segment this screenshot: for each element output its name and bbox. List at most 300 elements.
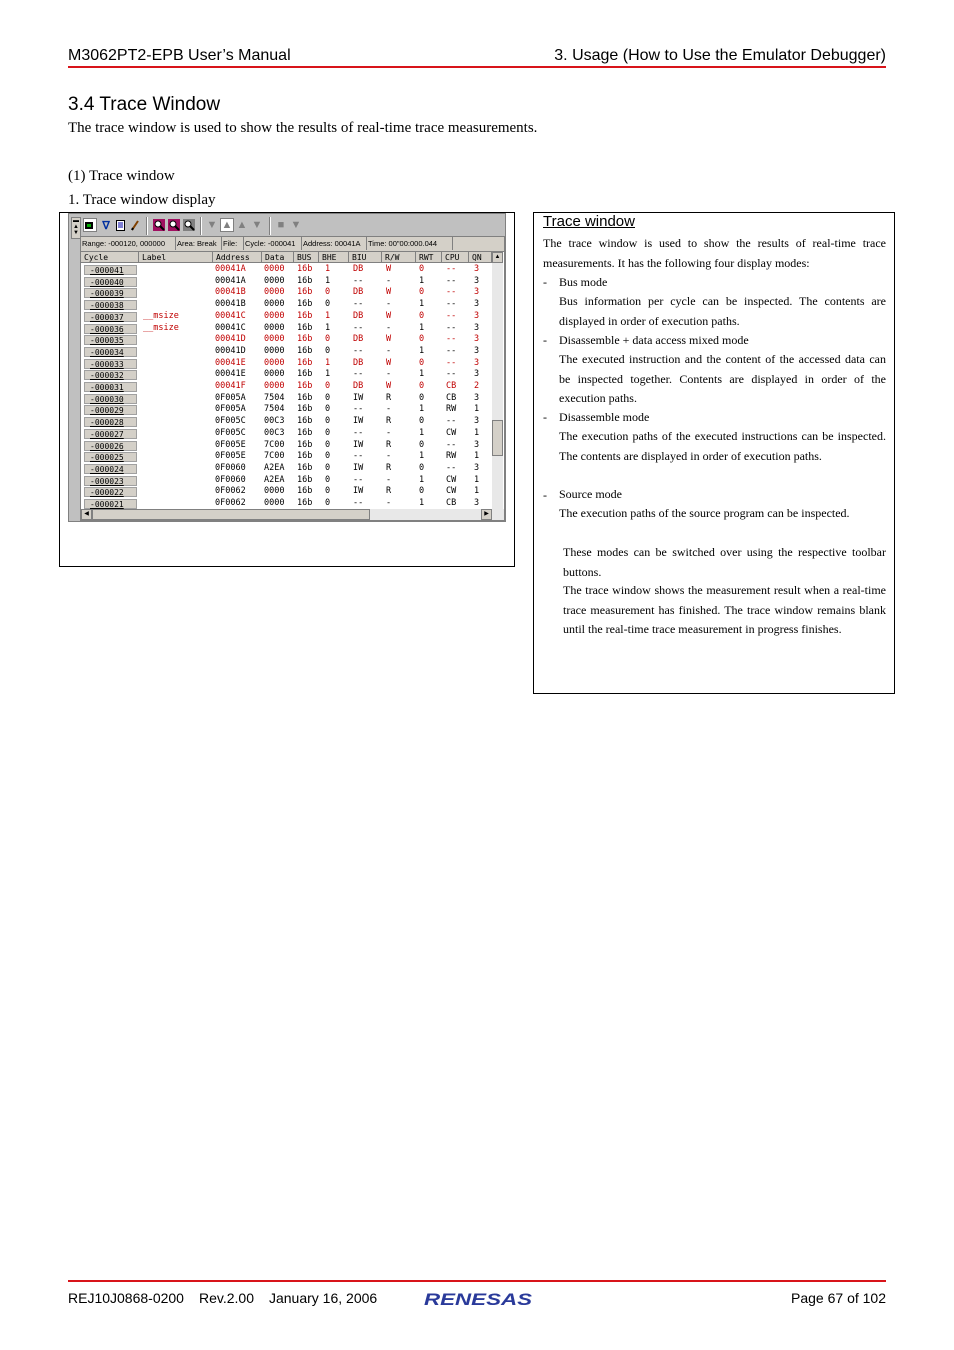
cell-bhe: 1 [325,264,331,274]
renesas-logo [422,1288,534,1310]
cell-rwt: 0 [419,462,425,473]
cell-address: 00041D [215,334,246,345]
cell-rw: - [386,451,392,462]
cell-biu: IW [353,392,364,403]
mode-description: Bus information per cycle can be inspected. The contents are displayed in order of execution paths. [559,294,886,328]
cell-data: 0000 [264,287,285,298]
status-range: Range: -000120, 000000 [81,237,176,250]
trace-row[interactable] [81,416,492,428]
cell-bus: 16b [297,392,313,403]
cell-bhe: 0 [325,404,331,415]
renesas-logo-text: RENESAS [424,1290,533,1309]
cell-rwt: 1 [419,299,425,310]
cell-address: 0F005E [215,451,246,462]
source-mode-icon[interactable] [128,218,142,232]
bullet-marker: - [543,333,547,347]
cell-rw: W [386,357,392,368]
cell-bus: 16b [297,357,313,368]
cell-cycle[interactable]: -000022 [84,487,137,497]
cell-label: __msize [143,322,179,333]
cell-biu: IW [353,462,364,473]
cell-bus: 16b [297,264,313,274]
cell-qn: 3 [474,310,480,321]
cell-cycle[interactable]: -000037 [84,312,137,322]
cell-rwt: 0 [419,416,425,427]
cell-data: 0000 [264,264,285,274]
cell-rwt: 0 [419,334,425,345]
side-box-title: Trace window [543,213,635,230]
cell-address: 0F0062 [215,486,246,497]
toolbar-grip[interactable]: ▬ ▲ ▼ [71,217,81,239]
cell-rwt: 0 [419,357,425,368]
mode-switch-note: These modes can be switched over using the respective toolbar buttons. [563,545,886,579]
cell-data: 7504 [264,404,285,415]
column-header-row [81,252,492,263]
cell-address: 0F005C [215,416,246,427]
cell-rw: - [386,427,392,438]
trace-row[interactable] [81,475,492,487]
column-header[interactable]: BHE [319,252,349,263]
cell-cycle[interactable]: -000031 [84,382,137,392]
toolbar-separator [200,217,202,235]
cell-bhe: 0 [325,334,331,345]
cell-bhe: 0 [325,474,331,485]
cell-qn: 3 [474,439,480,450]
cell-cycle[interactable]: -000033 [84,359,137,369]
cell-biu: DB [353,287,364,298]
cell-bus: 16b [297,439,313,450]
column-header[interactable]: Cycle [81,252,139,263]
cell-address: 00041E [215,357,246,368]
cell-cycle[interactable]: -000023 [84,476,137,486]
arrow-bottom-icon[interactable]: ▼ [251,219,263,231]
footer-page-number: Page 67 of 102 [791,1290,886,1306]
trace-row[interactable] [81,486,492,498]
cell-biu: -- [353,404,364,415]
cell-biu: -- [353,369,364,380]
cell-data: A2EA [264,462,285,473]
section-title: 3.4 Trace Window [68,94,221,115]
cell-bus: 16b [297,474,313,485]
cell-cpu: -- [446,462,457,473]
footer-revision: Rev.2.00 [198,1290,254,1306]
cell-qn: 3 [474,498,480,508]
vertical-scrollbar[interactable] [492,252,503,509]
status-file: File: [222,237,244,250]
cell-biu: -- [353,322,364,333]
cell-rw: R [386,416,392,427]
cell-qn: 3 [474,462,480,473]
trace-row[interactable] [81,346,492,358]
cell-rwt: 1 [419,345,425,356]
cell-cycle[interactable]: -000039 [84,288,137,298]
side-box-description: The trace window is used to show the results of real-time trace measurements. It has the following four display modes: [543,236,886,270]
cell-biu: -- [353,275,364,286]
column-header[interactable]: BIU [349,252,382,263]
cell-cpu: RW [446,404,457,415]
cell-address: 0F005E [215,439,246,450]
search-prev-icon[interactable] [182,218,196,232]
trace-status-bar [81,237,504,252]
cell-bus: 16b [297,345,313,356]
cell-rwt: 1 [419,275,425,286]
cell-qn: 3 [474,334,480,345]
cell-biu: -- [353,345,364,356]
cell-bhe: 0 [325,416,331,427]
cell-cpu: RW [446,451,457,462]
disassemble-icon[interactable] [113,218,127,232]
cell-cycle[interactable]: -000038 [84,300,137,310]
footer-date: January 16, 2006 [268,1290,378,1306]
bus-mode-icon[interactable] [83,218,97,232]
trace-row[interactable] [81,299,492,311]
cell-address: 00041B [215,299,246,310]
cell-bus: 16b [297,381,313,391]
cell-rw: R [386,462,392,473]
mode-name: Disassemble + data access mixed mode [559,333,749,347]
trace-row[interactable] [81,404,492,416]
cell-rw: R [386,392,392,403]
subsection-heading: (1) Trace window [68,168,175,184]
cell-qn: 1 [474,427,480,438]
arrow-down-icon[interactable]: ▼ [206,219,218,231]
mode-description: The execution paths of the executed instructions can be inspected. The contents are displayed in order of execution paths. [559,429,886,463]
cell-address: 00041A [215,275,246,286]
trace-row[interactable] [81,428,492,440]
cell-bhe: 0 [325,486,331,497]
cell-cpu: CB [446,381,457,391]
cell-cpu: -- [446,299,457,310]
cell-bhe: 0 [325,299,331,310]
cell-cpu: CB [446,392,457,403]
cell-data: 00C3 [264,416,285,427]
cell-qn: 1 [474,451,480,462]
cell-rwt: 1 [419,369,425,380]
cell-bhe: 0 [325,381,331,391]
cell-bhe: 0 [325,498,331,508]
cell-cpu: -- [446,275,457,286]
cell-cpu: -- [446,439,457,450]
mode-name: Disassemble mode [559,410,650,424]
trace-row[interactable] [81,498,492,510]
cell-biu: -- [353,474,364,485]
cell-rw: - [386,498,392,508]
cell-rw: - [386,369,392,380]
cell-data: 0000 [264,345,285,356]
scroll-up-icon[interactable]: ▲ [492,252,503,263]
cell-bhe: 1 [325,310,331,321]
cell-data: 0000 [264,310,285,321]
cell-rw: W [386,334,392,345]
column-header[interactable]: RWT [416,252,442,263]
column-header[interactable]: Label [139,252,213,263]
cell-data: 0000 [264,381,285,391]
cell-address: 0F0062 [215,498,246,508]
cell-qn: 1 [474,486,480,497]
cell-rw: W [386,310,392,321]
cell-biu: IW [353,486,364,497]
trace-row[interactable] [81,463,492,475]
cell-cpu: -- [446,416,457,427]
scroll-left-icon[interactable]: ◀ [81,509,92,520]
trace-row[interactable] [81,358,492,370]
cell-qn: 3 [474,345,480,356]
trace-window [68,213,506,522]
cell-cpu: -- [446,369,457,380]
chevron-down-icon[interactable]: ▼ [290,219,302,231]
subsection-subheading: 1. Trace window display [68,192,216,208]
cell-address: 0F005A [215,392,246,403]
cell-qn: 3 [474,369,480,380]
cell-bus: 16b [297,498,313,508]
trace-row[interactable] [81,451,492,463]
cell-cpu: CW [446,486,457,497]
cell-cpu: -- [446,310,457,321]
cell-biu: -- [353,498,364,508]
trace-row[interactable] [81,381,492,393]
cell-address: 00041E [215,369,246,380]
cell-bhe: 0 [325,287,331,298]
cell-label: __msize [143,310,179,321]
cell-address: 0F005A [215,404,246,415]
cell-rwt: 1 [419,498,425,508]
trace-row[interactable] [81,334,492,346]
trace-window-description-box [533,212,895,694]
cell-rw: - [386,299,392,310]
cell-biu: -- [353,451,364,462]
cell-address: 00041D [215,345,246,356]
cell-address: 00041C [215,310,246,321]
cell-rwt: 1 [419,322,425,333]
scroll-right-icon[interactable]: ▶ [481,509,492,520]
cell-cycle[interactable]: -000028 [84,417,137,427]
horizontal-scrollbar[interactable] [81,509,504,520]
arrow-top-icon[interactable]: ▲ [236,219,248,231]
cell-rwt: 0 [419,439,425,450]
cell-rwt: 1 [419,427,425,438]
cell-rw: - [386,275,392,286]
cell-cycle[interactable]: -000041 [84,265,137,275]
cell-qn: 3 [474,299,480,310]
cell-cycle[interactable]: -000035 [84,335,137,345]
measurement-note: The trace window shows the measurement result when a real-time trace measurement has finished. The trace window remains blank until the real-time trace measurement in progress finishes. [563,583,886,636]
scroll-thumb[interactable] [492,420,503,456]
cell-data: 0000 [264,498,285,508]
cell-data: 0000 [264,322,285,333]
mode-description: The executed instruction and the content of the accessed data can be inspected together. Contents are displayed in order of the execution paths. [559,352,886,405]
cell-data: 00C3 [264,427,285,438]
cell-rwt: 0 [419,287,425,298]
cell-rw: W [386,264,392,274]
cell-qn: 3 [474,264,480,274]
status-time: Time: 00"00:000.044 [367,237,453,250]
cell-bus: 16b [297,404,313,415]
column-header[interactable]: Data [262,252,294,263]
column-header[interactable]: CPU [442,252,469,263]
cell-data: 0000 [264,275,285,286]
toolbar-separator [269,217,271,235]
cell-address: 00041C [215,322,246,333]
cell-cycle[interactable]: -000040 [84,277,137,287]
cell-rw: W [386,287,392,298]
cell-bus: 16b [297,310,313,321]
search-icon[interactable] [152,218,166,232]
bullet-marker: - [543,410,547,424]
bullet-marker: - [543,488,547,502]
cell-bhe: 0 [325,427,331,438]
cell-rw: - [386,322,392,333]
cell-cycle[interactable]: -000029 [84,405,137,415]
cell-cpu: CB [446,498,457,508]
cell-cycle[interactable]: -000025 [84,452,137,462]
cell-rw: R [386,486,392,497]
cell-biu: DB [353,334,364,345]
column-header[interactable]: R/W [382,252,416,263]
mode-name: Bus mode [559,275,608,289]
cell-address: 0F0060 [215,474,246,485]
cell-cycle[interactable]: -000027 [84,429,137,439]
scroll-thumb[interactable] [92,509,370,520]
cell-rwt: 1 [419,474,425,485]
trace-row[interactable] [81,264,492,276]
cell-data: 7504 [264,392,285,403]
cell-cpu: CW [446,427,457,438]
cell-cycle[interactable]: -000036 [84,324,137,334]
cell-cpu: -- [446,357,457,368]
section-intro: The trace window is used to show the results of real-time trace measurements. [68,120,538,136]
cell-address: 00041B [215,287,246,298]
cell-data: 0000 [264,299,285,310]
cell-cpu: -- [446,322,457,333]
trace-row[interactable] [81,311,492,323]
cell-qn: 3 [474,322,480,333]
cell-bus: 16b [297,369,313,380]
cell-bus: 16b [297,287,313,298]
column-header[interactable]: QN [469,252,492,263]
cell-biu: DB [353,357,364,368]
cell-qn: 2 [474,381,480,391]
cell-bus: 16b [297,416,313,427]
cell-bhe: 1 [325,275,331,286]
cell-data: A2EA [264,474,285,485]
cell-bhe: 1 [325,357,331,368]
column-header[interactable]: BUS [294,252,319,263]
cell-rwt: 0 [419,486,425,497]
toolbar-separator [146,217,148,235]
cell-qn: 3 [474,275,480,286]
cell-cycle[interactable]: -000032 [84,370,137,380]
cell-qn: 1 [474,474,480,485]
cell-address: 00041A [215,264,246,274]
cell-bhe: 0 [325,462,331,473]
cell-cpu: -- [446,264,457,274]
trace-row[interactable] [81,369,492,381]
cell-bus: 16b [297,322,313,333]
cell-bhe: 0 [325,451,331,462]
cell-bhe: 0 [325,439,331,450]
cell-cpu: -- [446,287,457,298]
disassemble-mixed-icon[interactable]: ∇ [102,219,110,232]
cell-biu: DB [353,310,364,321]
bullet-marker: - [543,275,547,289]
cell-data: 0000 [264,334,285,345]
header-rule [68,66,886,68]
cell-rwt: 0 [419,392,425,403]
footer-doc-number: REJ10J0868-0200 [68,1290,184,1306]
cell-cpu: -- [446,334,457,345]
status-address: Address: 00041A [302,237,367,250]
cell-cycle[interactable]: -000026 [84,441,137,451]
cell-biu: -- [353,427,364,438]
search-next-icon[interactable] [167,218,181,232]
mode-description: The execution paths of the source program can be inspected. [559,506,850,520]
cell-bus: 16b [297,462,313,473]
cell-rw: W [386,381,392,391]
cell-qn: 3 [474,287,480,298]
cell-address: 0F005C [215,427,246,438]
cell-biu: -- [353,299,364,310]
footer-doc-info [68,1290,377,1306]
cell-data: 0000 [264,486,285,497]
cell-qn: 3 [474,392,480,403]
cell-cycle[interactable]: -000021 [84,499,137,509]
cell-data: 0000 [264,357,285,368]
arrow-up-icon[interactable]: ▲ [221,219,233,231]
cell-rw: - [386,345,392,356]
status-cycle: Cycle: -000041 [244,237,302,250]
cell-rwt: 0 [419,264,425,274]
cell-cpu: -- [446,345,457,356]
cell-bus: 16b [297,299,313,310]
header-chapter-title: 3. Usage (How to Use the Emulator Debugger) [554,47,886,64]
cell-rw: - [386,474,392,485]
cell-biu: IW [353,416,364,427]
cell-cycle[interactable]: -000024 [84,464,137,474]
cell-data: 0000 [264,369,285,380]
cell-bhe: 1 [325,322,331,333]
cell-cycle[interactable]: -000034 [84,347,137,357]
trace-list-area [80,236,505,521]
status-area: Area: Break [176,237,222,250]
cell-bhe: 0 [325,345,331,356]
cell-bus: 16b [297,427,313,438]
cell-cycle[interactable]: -000030 [84,394,137,404]
trace-row[interactable] [81,287,492,299]
cell-rwt: 0 [419,310,425,321]
mode-name: Source mode [559,487,622,501]
cell-bhe: 1 [325,369,331,380]
cell-bus: 16b [297,451,313,462]
trace-row[interactable] [81,276,492,288]
cell-data: 7C00 [264,439,285,450]
cell-qn: 1 [474,404,480,415]
trace-row[interactable] [81,393,492,405]
cell-cpu: CW [446,474,457,485]
trace-row[interactable] [81,440,492,452]
cell-bus: 16b [297,486,313,497]
cell-data: 7C00 [264,451,285,462]
header-manual-title: M3062PT2-EPB User’s Manual [68,47,291,64]
trace-row[interactable] [81,323,492,335]
stop-icon[interactable]: ■ [277,219,285,231]
cell-bus: 16b [297,334,313,345]
cell-biu: DB [353,264,364,274]
cell-rw: - [386,404,392,415]
column-header[interactable]: Address [213,252,262,263]
cell-qn: 3 [474,416,480,427]
cell-biu: IW [353,439,364,450]
cell-rwt: 1 [419,451,425,462]
